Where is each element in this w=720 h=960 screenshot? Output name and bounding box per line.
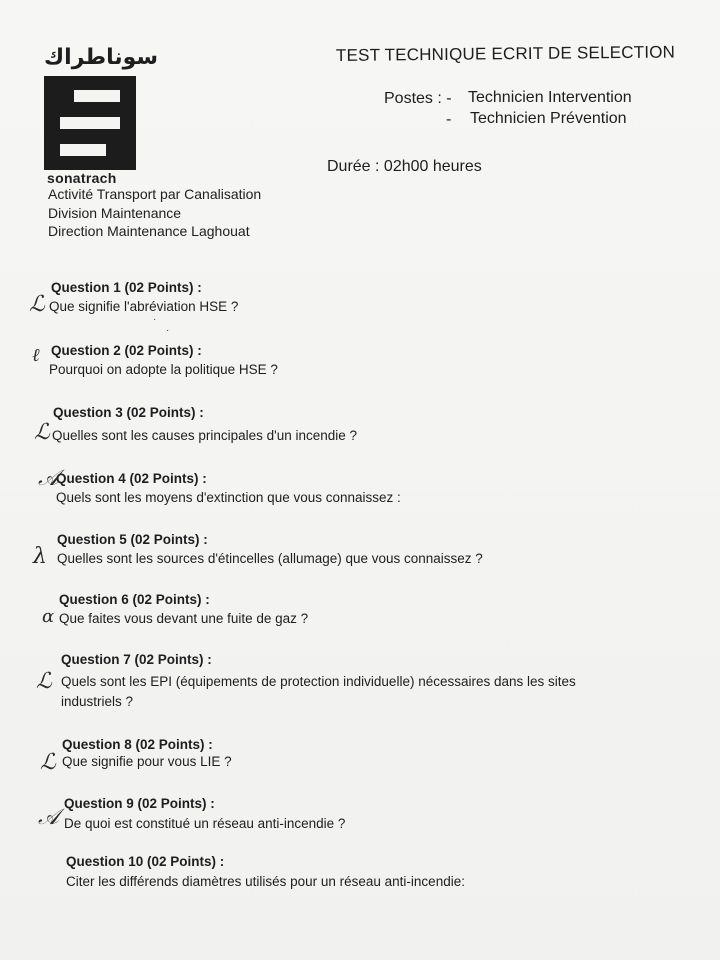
ink-speck: · xyxy=(166,325,170,336)
question-2-title: Question 2 (02 Points) : xyxy=(51,343,202,358)
handwritten-check-icon: α xyxy=(42,606,55,627)
handwritten-check-icon: 𝒜 xyxy=(38,805,59,830)
handwritten-check-icon: ℓ xyxy=(32,345,40,366)
org-line-direction: Direction Maintenance Laghouat xyxy=(48,223,250,239)
question-1-text: Que signifie l'abréviation HSE ? xyxy=(49,299,239,314)
question-7-title: Question 7 (02 Points) : xyxy=(61,652,212,667)
question-4-text: Quels sont les moyens d'extinction que vous connaissez : xyxy=(56,490,401,505)
org-line-division: Division Maintenance xyxy=(48,205,182,221)
postes-label: Postes : - xyxy=(384,90,452,107)
duration: Durée : 02h00 heures xyxy=(327,158,482,175)
handwritten-check-icon: ℒ xyxy=(34,420,50,445)
logo-name: sonatrach xyxy=(47,170,117,186)
ink-speck: · xyxy=(153,314,157,325)
question-3-title: Question 3 (02 Points) : xyxy=(53,405,204,420)
sonatrach-logo-icon xyxy=(44,76,136,170)
question-7-text-continued: industriels ? xyxy=(61,694,134,709)
question-6-title: Question 6 (02 Points) : xyxy=(59,592,210,607)
handwritten-check-icon: ℒ xyxy=(36,669,52,694)
question-8-title: Question 8 (02 Points) : xyxy=(62,737,213,752)
question-1-title: Question 1 (02 Points) : xyxy=(51,280,202,295)
handwritten-check-icon: ℒ xyxy=(29,292,45,317)
handwritten-check-icon: 𝒜 xyxy=(38,466,59,491)
poste-prevention: Technicien Prévention xyxy=(470,110,627,127)
org-line-activity: Activité Transport par Canalisation xyxy=(48,186,262,202)
question-5-title: Question 5 (02 Points) : xyxy=(57,532,208,547)
question-10-text: Citer les différends diamètres utilisés pour un réseau anti-incendie: xyxy=(66,874,465,889)
question-3-text: Quelles sont les causes principales d'un incendie ? xyxy=(52,428,358,443)
logo-arabic-text: سوناطراك xyxy=(44,44,159,69)
question-4-title: Question 4 (02 Points) : xyxy=(56,471,207,486)
question-8-text: Que signifie pour vous LIE ? xyxy=(62,754,232,769)
poste-intervention: Technicien Intervention xyxy=(468,89,632,106)
question-10-title: Question 10 (02 Points) : xyxy=(66,854,225,869)
handwritten-check-icon: ℒ xyxy=(40,750,56,775)
test-title: TEST TECHNIQUE ECRIT DE SELECTION xyxy=(335,42,676,65)
question-9-title: Question 9 (02 Points) : xyxy=(64,796,215,811)
question-7-text: Quels sont les EPI (équipements de protection individuelle) nécessaires dans les sites xyxy=(61,674,576,689)
question-9-text: De quoi est constitué un réseau anti-incendie ? xyxy=(64,816,346,831)
question-6-text: Que faites vous devant une fuite de gaz ? xyxy=(59,611,309,626)
poste-dash: - xyxy=(446,111,452,128)
handwritten-check-icon: λ xyxy=(33,544,47,569)
question-5-text: Quelles sont les sources d'étincelles (allumage) que vous connaissez ? xyxy=(57,551,483,566)
question-2-text: Pourquoi on adopte la politique HSE ? xyxy=(49,362,278,377)
